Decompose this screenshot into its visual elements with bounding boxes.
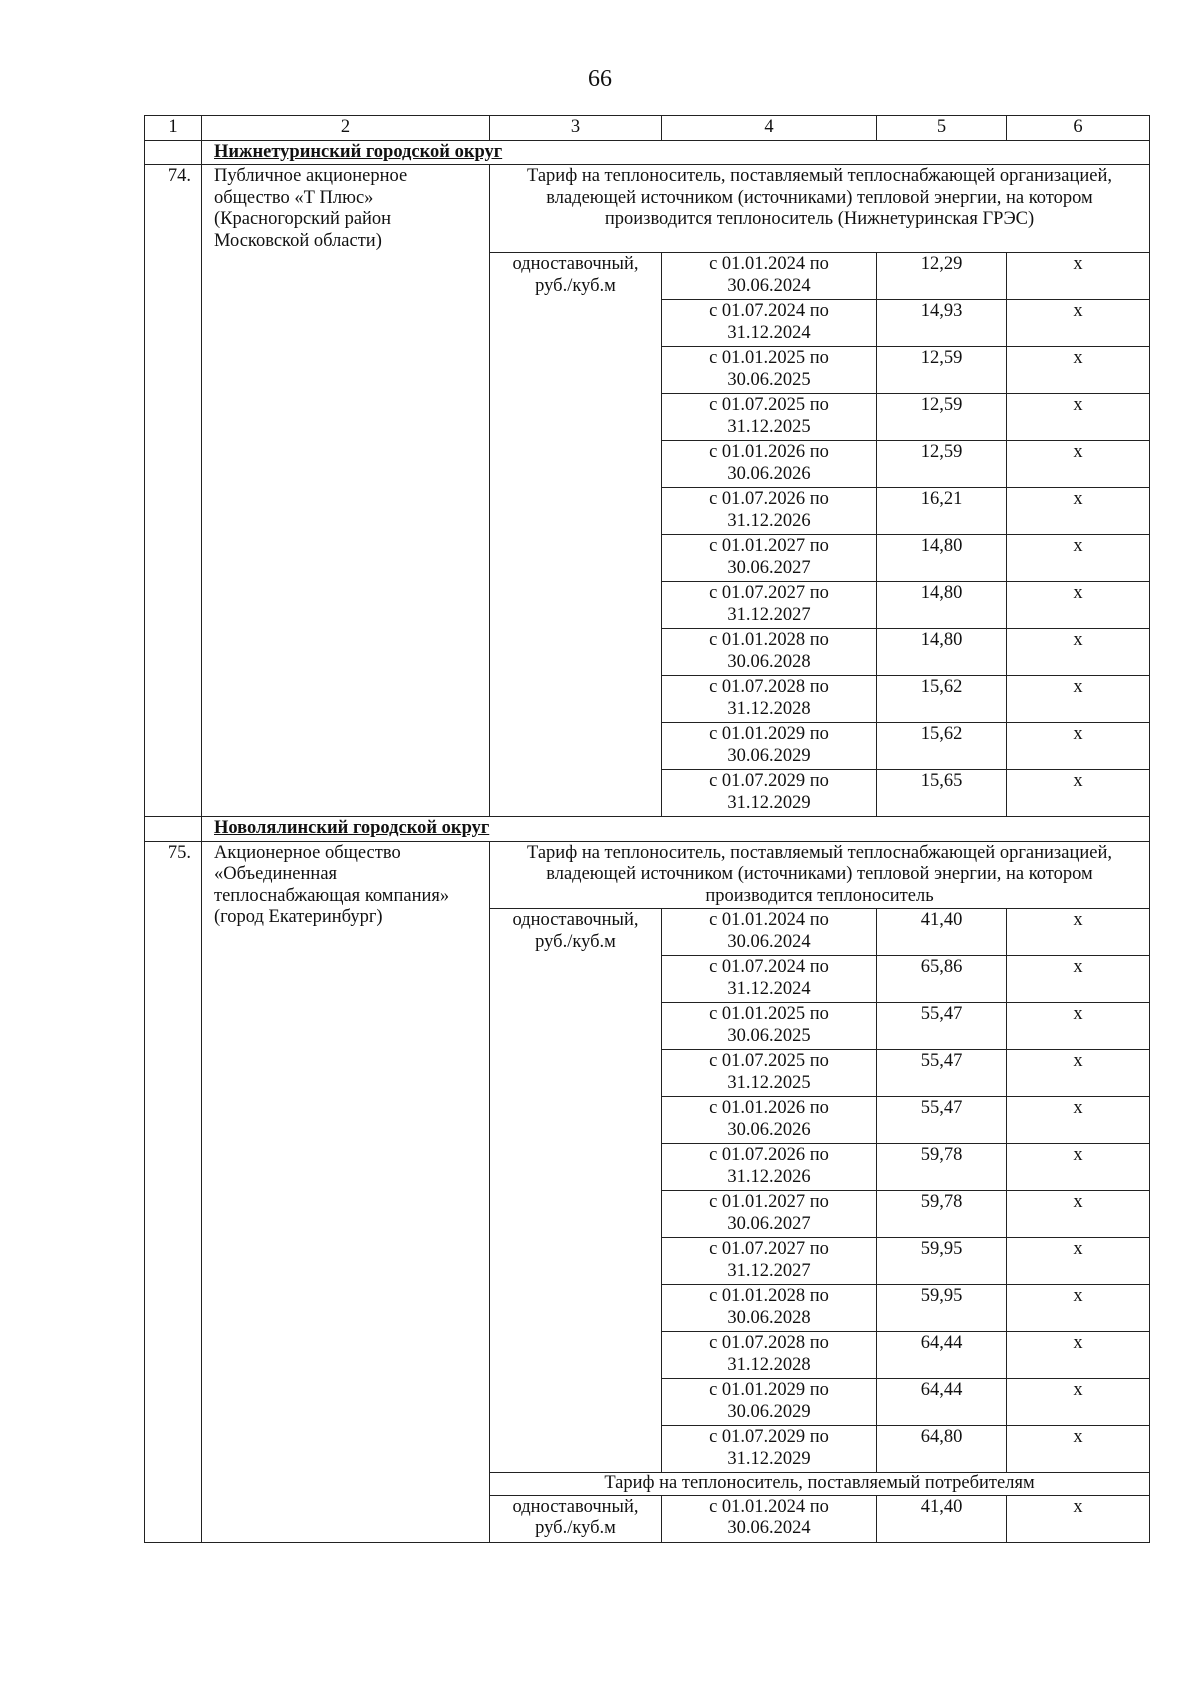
period-cell: с 01.01.2026 по 30.06.2026 [662,1097,877,1144]
column-header: 1 [145,116,202,141]
period-cell: с 01.01.2029 по 30.06.2029 [662,1379,877,1426]
rate-value: 41,40 [877,1495,1007,1542]
x-mark: х [1007,723,1150,770]
rate-value: 12,59 [877,347,1007,394]
entry-number: 75. [145,841,202,1542]
consumer-tariff-title: Тариф на теплоноситель, поставляемый потребителям [490,1473,1150,1496]
rate-value: 12,59 [877,441,1007,488]
period-cell: с 01.01.2027 по 30.06.2027 [662,1191,877,1238]
period-cell: с 01.01.2025 по 30.06.2025 [662,347,877,394]
x-mark: х [1007,770,1150,817]
rate-value: 15,62 [877,723,1007,770]
x-mark: х [1007,488,1150,535]
district-row [145,140,1150,165]
period-cell: с 01.01.2024 по 30.06.2024 [662,253,877,300]
x-mark: х [1007,1144,1150,1191]
x-mark: х [1007,1426,1150,1473]
period-cell: с 01.01.2026 по 30.06.2026 [662,441,877,488]
x-mark: х [1007,1097,1150,1144]
district-name: Новолялинский городской округ [202,817,1150,842]
rate-value: 16,21 [877,488,1007,535]
rate-value: 14,93 [877,300,1007,347]
x-mark: х [1007,629,1150,676]
rate-value: 59,78 [877,1144,1007,1191]
rate-value: 55,47 [877,1003,1007,1050]
x-mark: х [1007,1495,1150,1542]
entry-number: 74. [145,165,202,817]
organization-row [145,165,1150,253]
rate-value: 59,95 [877,1285,1007,1332]
organization-row [145,841,1150,909]
x-mark: х [1007,1003,1150,1050]
period-cell: с 01.07.2028 по 31.12.2028 [662,676,877,723]
rate-type: одноставочный, руб./куб.м [490,253,662,817]
period-cell: с 01.07.2027 по 31.12.2027 [662,1238,877,1285]
rate-value: 12,29 [877,253,1007,300]
page-number: 66 [588,66,612,92]
rate-value: 55,47 [877,1097,1007,1144]
period-cell: с 01.07.2029 по 31.12.2029 [662,1426,877,1473]
x-mark: х [1007,441,1150,488]
period-cell: с 01.01.2024 по 30.06.2024 [662,1495,877,1542]
column-header: 6 [1007,116,1150,141]
rate-value: 14,80 [877,629,1007,676]
period-cell: с 01.07.2029 по 31.12.2029 [662,770,877,817]
tariff-title: Тариф на теплоноситель, поставляемый теплоснабжающей организацией, владеющей источником (источниками) тепловой энергии, на котором производится теплоноситель (Нижнетуринская ГРЭС) [490,165,1150,253]
rate-value: 15,62 [877,676,1007,723]
x-mark: х [1007,582,1150,629]
x-mark: х [1007,676,1150,723]
period-cell: с 01.01.2028 по 30.06.2028 [662,629,877,676]
consumer-rate-type: одноставочный, руб./куб.м [490,1495,662,1542]
rate-value: 64,80 [877,1426,1007,1473]
period-cell: с 01.07.2024 по 31.12.2024 [662,300,877,347]
period-cell: с 01.07.2026 по 31.12.2026 [662,488,877,535]
period-cell: с 01.07.2027 по 31.12.2027 [662,582,877,629]
x-mark: х [1007,1191,1150,1238]
x-mark: х [1007,1050,1150,1097]
rate-value: 41,40 [877,909,1007,956]
column-header: 3 [490,116,662,141]
rate-value: 64,44 [877,1379,1007,1426]
x-mark: х [1007,1332,1150,1379]
rate-value: 12,59 [877,394,1007,441]
period-cell: с 01.07.2028 по 31.12.2028 [662,1332,877,1379]
period-cell: с 01.01.2024 по 30.06.2024 [662,909,877,956]
x-mark: х [1007,394,1150,441]
period-cell: с 01.07.2025 по 31.12.2025 [662,1050,877,1097]
period-cell: с 01.01.2029 по 30.06.2029 [662,723,877,770]
x-mark: х [1007,1285,1150,1332]
district-name: Нижнетуринский городской округ [202,140,1150,165]
rate-value: 59,95 [877,1238,1007,1285]
organization-name: Акционерное общество «Объединенная теплоснабжающая компания» (город Екатеринбург) [202,841,490,1542]
rate-type: одноставочный, руб./куб.м [490,909,662,1473]
x-mark: х [1007,535,1150,582]
tariff-table [144,115,1150,1543]
x-mark: х [1007,909,1150,956]
x-mark: х [1007,253,1150,300]
column-header-row [145,116,1150,141]
column-header: 5 [877,116,1007,141]
x-mark: х [1007,1238,1150,1285]
column-header: 4 [662,116,877,141]
x-mark: х [1007,1379,1150,1426]
tariff-title: Тариф на теплоноситель, поставляемый теплоснабжающей организацией, владеющей источником (источниками) тепловой энергии, на котором производится теплоноситель [490,841,1150,909]
district-row [145,817,1150,842]
x-mark: х [1007,300,1150,347]
rate-value: 65,86 [877,956,1007,1003]
x-mark: х [1007,347,1150,394]
period-cell: с 01.01.2028 по 30.06.2028 [662,1285,877,1332]
period-cell: с 01.07.2026 по 31.12.2026 [662,1144,877,1191]
rate-value: 59,78 [877,1191,1007,1238]
period-cell: с 01.07.2025 по 31.12.2025 [662,394,877,441]
period-cell: с 01.01.2027 по 30.06.2027 [662,535,877,582]
organization-name: Публичное акционерное общество «Т Плюс» (Красногорский район Московской области) [202,165,490,817]
column-header: 2 [202,116,490,141]
rate-value: 14,80 [877,582,1007,629]
x-mark: х [1007,956,1150,1003]
rate-value: 14,80 [877,535,1007,582]
rate-value: 55,47 [877,1050,1007,1097]
period-cell: с 01.01.2025 по 30.06.2025 [662,1003,877,1050]
period-cell: с 01.07.2024 по 31.12.2024 [662,956,877,1003]
rate-value: 15,65 [877,770,1007,817]
rate-value: 64,44 [877,1332,1007,1379]
